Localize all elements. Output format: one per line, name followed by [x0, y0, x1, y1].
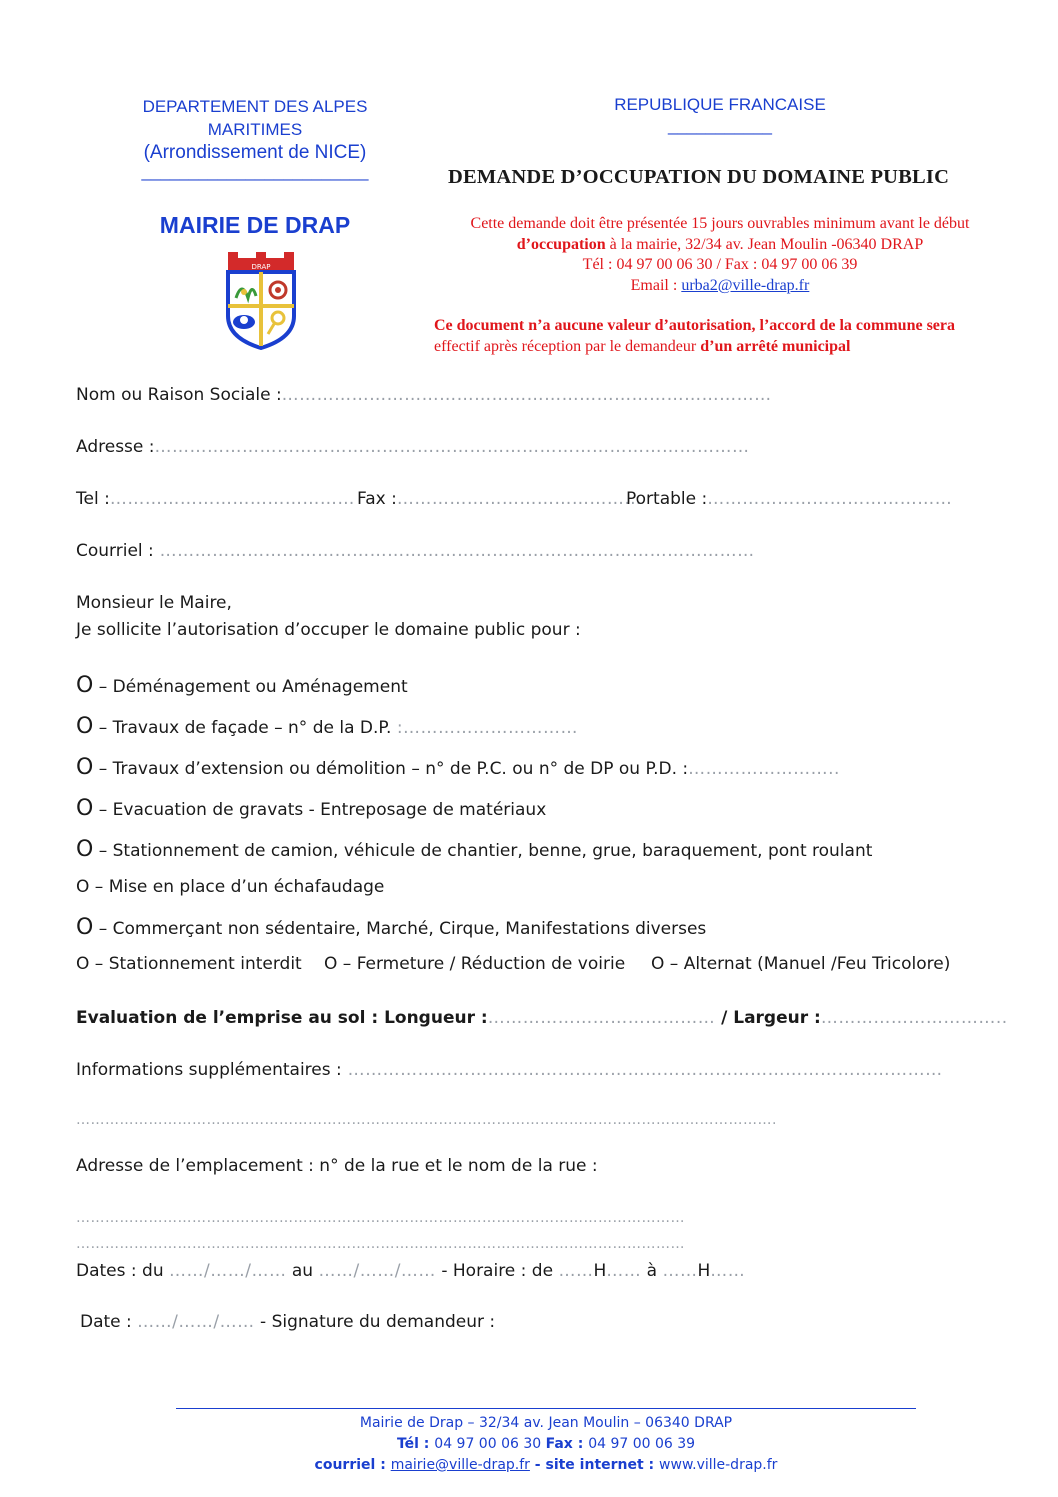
tel-label: Tel :: [76, 489, 110, 509]
footer-courriel-label: courriel :: [314, 1457, 391, 1473]
emplacement-dots-line1[interactable]: ………………………………………………………………………………………………………………: [76, 1210, 685, 1226]
footer-site-link[interactable]: www.ville-drap.fr: [659, 1457, 778, 1473]
footer-mail-link[interactable]: mairie@ville-drap.fr: [390, 1457, 530, 1473]
dates-au[interactable]: ……/……/……: [318, 1261, 436, 1281]
arrondissement: (Arrondissement de NICE): [143, 142, 367, 163]
info-dots-line2[interactable]: ……………………………………………………………………………………………………………………………….: [76, 1112, 777, 1128]
warning-line1: Ce document n’a aucune valeur d’autorisation, l’accord de la commune sera: [434, 317, 955, 334]
extension-dots: ……………………..: [688, 759, 840, 779]
mairie-title: MAIRIE DE DRAP: [159, 212, 351, 238]
largeur-label: / Largeur :: [715, 1008, 821, 1028]
checkbox-circle[interactable]: O: [76, 755, 94, 780]
signature-label: - Signature du demandeur :: [254, 1312, 496, 1332]
footer-phone-line: [176, 1434, 916, 1455]
notice-line2: [425, 235, 1015, 256]
department-line2: MARITIMES: [207, 120, 303, 139]
checkbox-circle[interactable]: O: [76, 915, 94, 940]
republique-title: REPUBLIQUE FRANCAISE: [614, 95, 826, 114]
nom-label: Nom ou Raison Sociale :: [76, 385, 282, 405]
document-title: DEMANDE D’OCCUPATION DU DOMAINE PUBLIC: [448, 166, 950, 188]
horaire-a-label: à: [641, 1261, 663, 1281]
horaire-h-label2: H: [697, 1261, 711, 1281]
option-label: – Commerçant non sédentaire, Marché, Cirque, Manifestations diverses: [93, 919, 707, 939]
option-stationnement-interdit[interactable]: O – Stationnement interdit: [76, 954, 302, 974]
adresse-label: Adresse :: [76, 437, 155, 457]
date-dots[interactable]: ……/……/……: [137, 1312, 255, 1332]
horaire-label: - Horaire : de: [435, 1261, 559, 1281]
dates-du[interactable]: ……/……/……: [169, 1261, 287, 1281]
footer-tel-label: Tél :: [396, 1436, 435, 1452]
salutation: Monsieur le Maire,: [76, 593, 232, 613]
option-alternat[interactable]: O – Alternat (Manuel /Feu Tricolore): [651, 954, 951, 974]
dates-au-label: au: [286, 1261, 319, 1281]
courriel-dots: …………………………………………………………………………………………: [153, 541, 755, 561]
tel-dots: ……………………………………: [109, 489, 355, 509]
courriel-field[interactable]: [76, 541, 755, 561]
facade-dots: :…………………………: [396, 718, 579, 738]
dates-field[interactable]: [76, 1261, 745, 1281]
fax-dots: ……………………………………: [396, 489, 642, 509]
horaire-h2[interactable]: ……: [606, 1261, 642, 1281]
horaire-h1[interactable]: ……: [558, 1261, 594, 1281]
footer-fax-label: Fax :: [545, 1436, 589, 1452]
notice-occupation: d’occupation: [516, 235, 606, 253]
checkbox-circle[interactable]: O: [76, 837, 94, 862]
nom-field[interactable]: [76, 385, 772, 405]
svg-text:DRAP: DRAP: [251, 263, 271, 271]
option-stationnement-camion[interactable]: [76, 837, 872, 862]
fax-field[interactable]: [357, 489, 642, 509]
tel-field[interactable]: [76, 489, 355, 509]
emplacement-dots-line2[interactable]: ………………………………………………………………………………………………………………: [76, 1236, 685, 1252]
emprise-field[interactable]: [76, 1008, 1008, 1028]
warning-block: [434, 316, 955, 357]
email-label: Email :: [630, 276, 682, 294]
footer-site-label: - site internet :: [529, 1457, 660, 1473]
warning-plain: effectif après réception par le demandeur: [434, 337, 701, 355]
footer-contact-line: [176, 1455, 916, 1476]
footer-address: Mairie de Drap – 32/34 av. Jean Moulin – 06340 DRAP: [359, 1415, 733, 1431]
option-label: – Travaux d’extension ou démolition – n° de P.C. ou n° de DP ou P.D. :: [93, 759, 689, 779]
info-label: Informations supplémentaires :: [76, 1060, 342, 1080]
option-extension[interactable]: [76, 755, 840, 780]
emplacement-label: Adresse de l’emplacement : n° de la rue et le nom de la rue :: [76, 1156, 598, 1176]
date-signature-field[interactable]: [80, 1312, 495, 1332]
portable-label: Portable :: [626, 489, 708, 509]
nom-dots: …………………………………………………………………………: [281, 385, 772, 405]
option-label: – Travaux de façade – n° de la D.P.: [93, 718, 397, 738]
footer-fax: 04 97 00 06 39: [588, 1436, 696, 1452]
horaire-h3[interactable]: ……: [662, 1261, 698, 1281]
horaire-h4[interactable]: ……: [710, 1261, 746, 1281]
courriel-label: Courriel :: [76, 541, 154, 561]
portable-field[interactable]: [626, 489, 952, 509]
checkbox-circle[interactable]: O: [76, 796, 94, 821]
date-label: Date :: [80, 1312, 138, 1332]
info-dots: …………………………………………………………………………………………: [341, 1060, 943, 1080]
republique-separator: ___________: [667, 116, 772, 135]
warning-line2: [434, 337, 955, 358]
email-link[interactable]: urba2@ville-drap.fr: [681, 276, 810, 294]
department-line1: DEPARTEMENT DES ALPES: [142, 97, 368, 116]
info-field[interactable]: [76, 1060, 943, 1080]
notice-address: à la mairie, 32/34 av. Jean Moulin -06340 DRAP: [605, 235, 924, 253]
option-gravats[interactable]: [76, 796, 546, 821]
option-echafaudage[interactable]: O – Mise en place d’un échafaudage: [76, 877, 385, 897]
footer-tel: 04 97 00 06 30: [434, 1436, 546, 1452]
adresse-field[interactable]: [76, 437, 750, 457]
option-label: – Déménagement ou Aménagement: [93, 677, 408, 697]
notice-line3: Tél : 04 97 00 06 30 / Fax : 04 97 00 06 39: [582, 256, 858, 273]
department-block: [110, 95, 400, 183]
longueur-dots: …………………………………: [487, 1008, 716, 1028]
option-label: – Evacuation de gravats - Entreposage de matériaux: [93, 800, 547, 820]
notice-line1: Cette demande doit être présentée 15 jours ouvrables minimum avant le début: [470, 215, 970, 232]
notice-block: [425, 214, 1015, 296]
crest-logo: [222, 252, 300, 350]
option-commercant[interactable]: [76, 915, 706, 940]
republique-block: [560, 93, 880, 137]
checkbox-circle[interactable]: O: [76, 673, 94, 698]
option-demenagement[interactable]: [76, 673, 408, 698]
dates-label: Dates : du: [76, 1261, 169, 1281]
portable-dots: ……………………………………: [707, 489, 953, 509]
notice-email-line: [425, 276, 1015, 297]
footer-rule: [176, 1408, 916, 1409]
request-text: Je sollicite l’autorisation d’occuper le domaine public pour :: [76, 620, 581, 640]
option-label: – Stationnement de camion, véhicule de chantier, benne, grue, baraquement, pont roulant: [93, 841, 873, 861]
option-fermeture-voirie[interactable]: O – Fermeture / Réduction de voirie: [324, 954, 626, 974]
horaire-h-label1: H: [593, 1261, 607, 1281]
emprise-label: Evaluation de l’emprise au sol : Longueur :: [76, 1008, 488, 1028]
adresse-dots: …………………………………………………………………………………………: [154, 437, 750, 457]
warning-bold: d’un arrêté municipal: [700, 337, 851, 355]
option-facade[interactable]: [76, 714, 578, 739]
footer-block: [176, 1413, 916, 1476]
department-separator: ________________________: [141, 162, 369, 181]
largeur-dots: …………………………..: [820, 1008, 1008, 1028]
checkbox-circle[interactable]: O: [76, 714, 94, 739]
fax-label: Fax :: [357, 489, 397, 509]
